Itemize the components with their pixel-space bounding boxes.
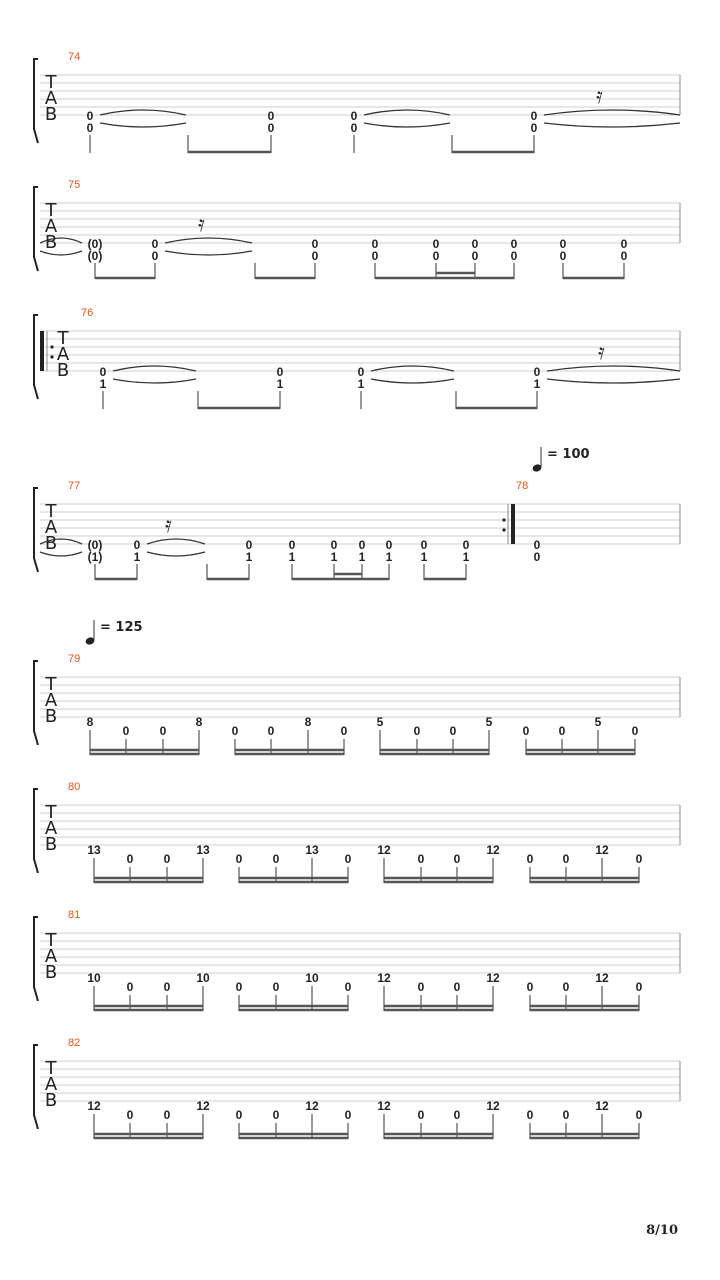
fret-number: 0 — [163, 1108, 171, 1122]
fret-number: (1) — [87, 550, 103, 564]
fret-number: 0 — [344, 980, 352, 994]
repeat-dot — [502, 518, 505, 521]
fret-number: 1 — [357, 377, 365, 391]
fret-number: 0 — [235, 980, 243, 994]
fret-number: 0 — [530, 121, 538, 135]
fret-number: 0 — [449, 724, 457, 738]
repeat-dot — [50, 355, 53, 358]
fret-number: 0 — [471, 237, 479, 251]
tie-arc — [364, 123, 450, 127]
fret-number: 0 — [559, 237, 567, 251]
fret-number: 5 — [376, 715, 384, 729]
fret-number: 0 — [267, 724, 275, 738]
tab-clef-letter: T — [45, 802, 57, 823]
fret-number: 0 — [272, 1108, 280, 1122]
fret-number: 1 — [358, 550, 366, 564]
measure-number: 79 — [68, 653, 81, 665]
tie-arc — [371, 366, 454, 371]
system-bracket — [34, 488, 38, 572]
fret-number: 8 — [304, 715, 312, 729]
system-bracket — [34, 187, 38, 271]
system-bracket — [34, 59, 38, 143]
tab-clef-letter: A — [44, 1074, 58, 1095]
fret-number: 12 — [595, 1099, 609, 1113]
tie-arc — [547, 366, 680, 371]
repeat-start-thick-bar — [40, 331, 44, 371]
measure-number: 80 — [68, 781, 81, 793]
fret-number: 1 — [462, 550, 470, 564]
tab-clef-letter: B — [44, 104, 58, 125]
fret-number: 1 — [99, 377, 107, 391]
tab-clef-letter: T — [45, 930, 57, 951]
tempo-marking: = 100 — [547, 447, 590, 462]
fret-number: 0 — [510, 249, 518, 263]
fret-number: 1 — [533, 377, 541, 391]
fret-number: 0 — [432, 237, 440, 251]
tab-clef-letter: T — [45, 200, 57, 221]
fret-number: 12 — [196, 1099, 210, 1113]
fret-number: 0 — [453, 852, 461, 866]
fret-number: 0 — [371, 249, 379, 263]
tab-system — [34, 653, 680, 755]
repeat-dot — [502, 528, 505, 531]
fret-number: 13 — [196, 843, 210, 857]
fret-number: 1 — [245, 550, 253, 564]
fret-number: 12 — [377, 971, 391, 985]
measure-number: 74 — [68, 51, 81, 63]
tab-clef-letter: T — [45, 674, 57, 695]
fret-number: 0 — [530, 109, 538, 123]
fret-number: 0 — [413, 724, 421, 738]
tab-clef-letter: A — [44, 88, 58, 109]
measure-number: 78 — [516, 480, 529, 492]
fret-number: 0 — [420, 538, 428, 552]
tie-arc — [147, 552, 205, 556]
fret-number: 0 — [245, 538, 253, 552]
fret-number: 10 — [87, 971, 101, 985]
tie-arc — [371, 379, 454, 383]
tab-system — [34, 179, 680, 279]
fret-number: 13 — [87, 843, 101, 857]
fret-number: 0 — [276, 365, 284, 379]
fret-number: 0 — [559, 249, 567, 263]
tie-arc — [364, 110, 450, 115]
tab-clef-letter: A — [44, 818, 58, 839]
fret-number: 0 — [330, 538, 338, 552]
measure-number: 75 — [68, 179, 81, 191]
tempo-marking: = 125 — [100, 620, 143, 635]
tab-clef-letter: B — [44, 1090, 58, 1111]
tie-arc — [100, 123, 186, 127]
tab-clef-letter: A — [56, 344, 70, 365]
sixteenth-rest-icon: 𝄿 — [198, 212, 205, 237]
fret-number: 0 — [344, 852, 352, 866]
system-bracket — [34, 315, 38, 399]
tempo-group — [85, 620, 143, 646]
fret-number: 0 — [350, 121, 358, 135]
fret-number: 0 — [133, 538, 141, 552]
tie-arc — [113, 379, 196, 383]
fret-number: 0 — [267, 109, 275, 123]
fret-number: 12 — [486, 843, 500, 857]
tie-arc — [544, 110, 680, 115]
fret-number: 0 — [526, 1108, 534, 1122]
sixteenth-rest-icon: 𝄿 — [598, 340, 605, 365]
fret-number: 0 — [272, 980, 280, 994]
fret-number: 0 — [562, 1108, 570, 1122]
fret-number: 0 — [151, 249, 159, 263]
fret-number: 0 — [533, 365, 541, 379]
tie-arc — [100, 110, 186, 115]
fret-number: 0 — [526, 852, 534, 866]
tab-clef-letter: B — [44, 533, 58, 554]
fret-number: (0) — [87, 249, 103, 263]
fret-number: (0) — [87, 538, 103, 552]
fret-number: 1 — [420, 550, 428, 564]
tab-clef-letter: T — [45, 1058, 57, 1079]
measure-number: 81 — [68, 909, 81, 921]
page-number: 8/10 — [646, 1223, 678, 1238]
fret-number: 0 — [635, 1108, 643, 1122]
system-bracket — [34, 917, 38, 1001]
fret-number: 0 — [533, 538, 541, 552]
tab-clef-letter: A — [44, 216, 58, 237]
tab-clef-letter: T — [45, 501, 57, 522]
fret-number: 5 — [594, 715, 602, 729]
fret-number: 0 — [350, 109, 358, 123]
fret-number: 12 — [486, 971, 500, 985]
tab-system — [34, 909, 680, 1011]
tab-clef-letter: B — [44, 962, 58, 983]
fret-number: 0 — [159, 724, 167, 738]
fret-number: 0 — [620, 237, 628, 251]
fret-number: 1 — [330, 550, 338, 564]
fret-number: 12 — [305, 1099, 319, 1113]
tab-clef-letter: B — [44, 834, 58, 855]
fret-number: 0 — [631, 724, 639, 738]
tab-clef-letter: B — [56, 360, 70, 381]
fret-number: 0 — [163, 852, 171, 866]
fret-number: 0 — [385, 538, 393, 552]
tab-clef-letter: A — [44, 690, 58, 711]
fret-number: 0 — [453, 1108, 461, 1122]
tie-arc — [165, 238, 252, 243]
fret-number: 8 — [86, 715, 94, 729]
tab-system — [34, 447, 680, 580]
fret-number: 0 — [432, 249, 440, 263]
fret-number: 1 — [288, 550, 296, 564]
fret-number: 0 — [163, 980, 171, 994]
tab-clef-letter: T — [45, 72, 57, 93]
fret-number: 0 — [522, 724, 530, 738]
fret-number: 0 — [126, 980, 134, 994]
fret-number: 12 — [486, 1099, 500, 1113]
measure-number: 76 — [81, 307, 94, 319]
fret-number: 0 — [417, 1108, 425, 1122]
system-bracket — [34, 1045, 38, 1129]
fret-number: 10 — [305, 971, 319, 985]
fret-number: 8 — [195, 715, 203, 729]
fret-number: 0 — [471, 249, 479, 263]
fret-number: 1 — [276, 377, 284, 391]
fret-number: 0 — [288, 538, 296, 552]
fret-number: 0 — [340, 724, 348, 738]
fret-number: 0 — [122, 724, 130, 738]
tab-system — [34, 1037, 680, 1139]
system-bracket — [34, 661, 38, 745]
fret-number: 0 — [417, 980, 425, 994]
fret-number: 12 — [377, 1099, 391, 1113]
fret-number: 12 — [595, 971, 609, 985]
fret-number: 1 — [133, 550, 141, 564]
fret-number: 5 — [485, 715, 493, 729]
fret-number: 0 — [86, 109, 94, 123]
fret-number: 0 — [357, 365, 365, 379]
tab-system — [34, 781, 680, 883]
fret-number: 0 — [151, 237, 159, 251]
fret-number: (0) — [87, 237, 103, 251]
sixteenth-rest-icon: 𝄿 — [596, 84, 603, 109]
fret-number: 0 — [358, 538, 366, 552]
fret-number: 0 — [235, 1108, 243, 1122]
tab-clef-letter: A — [44, 517, 58, 538]
fret-number: 0 — [558, 724, 566, 738]
system-bracket — [34, 789, 38, 873]
fret-number: 12 — [377, 843, 391, 857]
tab-system — [34, 307, 680, 409]
fret-number: 10 — [196, 971, 210, 985]
fret-number: 0 — [126, 852, 134, 866]
fret-number: 0 — [311, 249, 319, 263]
fret-number: 12 — [595, 843, 609, 857]
fret-number: 0 — [235, 852, 243, 866]
fret-number: 13 — [305, 843, 319, 857]
tab-clef-letter: T — [57, 328, 69, 349]
fret-number: 0 — [562, 980, 570, 994]
tie-arc — [165, 251, 252, 255]
fret-number: 0 — [311, 237, 319, 251]
tie-arc — [547, 379, 680, 383]
tab-clef-letter: B — [44, 232, 58, 253]
fret-number: 0 — [417, 852, 425, 866]
repeat-dot — [50, 345, 53, 348]
tie-arc — [147, 539, 205, 544]
fret-number: 0 — [99, 365, 107, 379]
fret-number: 0 — [371, 237, 379, 251]
fret-number: 0 — [462, 538, 470, 552]
repeat-end-thick-bar — [511, 504, 515, 544]
fret-number: 0 — [267, 121, 275, 135]
measure-number: 77 — [68, 480, 81, 492]
tab-clef-letter: A — [44, 946, 58, 967]
fret-number: 0 — [620, 249, 628, 263]
sixteenth-rest-icon: 𝄿 — [165, 513, 172, 538]
tab-clef-letter: B — [44, 706, 58, 727]
fret-number: 0 — [231, 724, 239, 738]
tie-arc — [113, 366, 196, 371]
fret-number: 0 — [635, 852, 643, 866]
fret-number: 0 — [344, 1108, 352, 1122]
fret-number: 0 — [526, 980, 534, 994]
fret-number: 0 — [453, 980, 461, 994]
fret-number: 1 — [385, 550, 393, 564]
fret-number: 0 — [126, 1108, 134, 1122]
fret-number: 0 — [272, 852, 280, 866]
fret-number: 0 — [86, 121, 94, 135]
tab-system — [34, 51, 680, 153]
fret-number: 0 — [533, 550, 541, 564]
fret-number: 0 — [635, 980, 643, 994]
fret-number: 12 — [87, 1099, 101, 1113]
fret-number: 0 — [510, 237, 518, 251]
measure-number: 82 — [68, 1037, 81, 1049]
tie-arc — [544, 123, 680, 127]
fret-number: 0 — [562, 852, 570, 866]
